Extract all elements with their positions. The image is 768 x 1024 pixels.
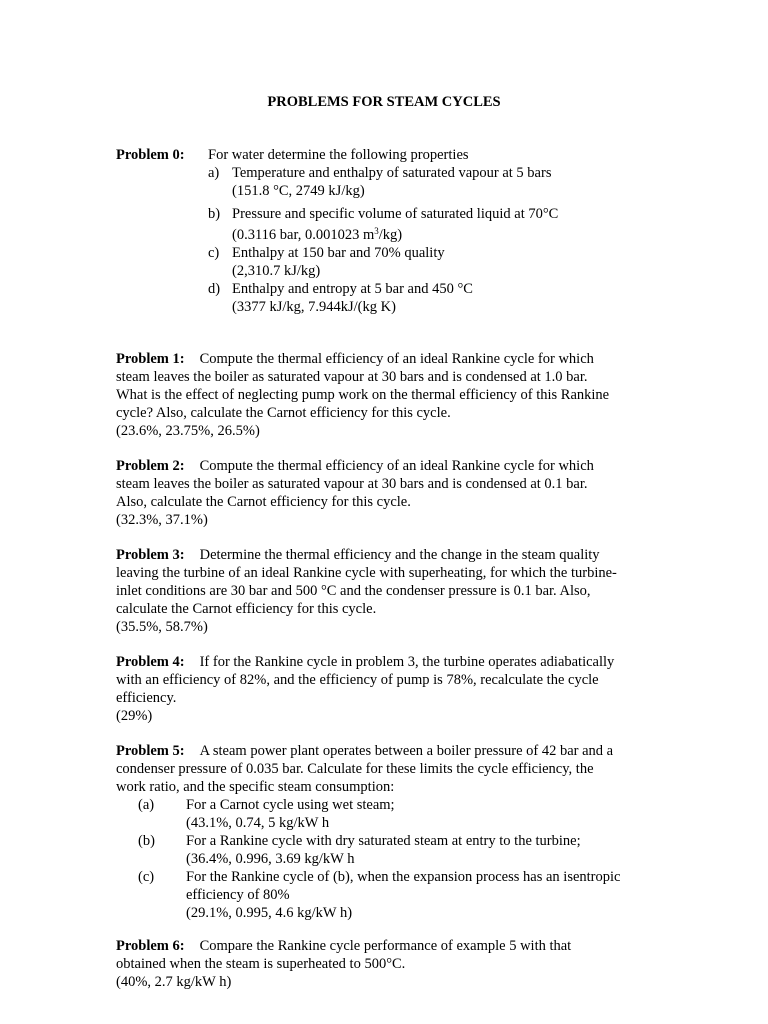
problem-6 (116, 937, 656, 991)
item-letter: (a) (138, 797, 155, 813)
item-answer: (36.4%, 0.996, 3.69 kg/kW h (186, 851, 355, 867)
item-letter: a) (208, 165, 220, 181)
problem-text: What is the effect of neglecting pump work on the thermal efficiency of this Rankine (116, 387, 610, 403)
item-letter: c) (208, 245, 220, 261)
problem-1 (116, 350, 656, 440)
problem-text: inlet conditions are 30 bar and 500 °C and the condenser pressure is 0.1 bar. Also, (116, 583, 591, 599)
item-text: Enthalpy at 150 bar and 70% quality (232, 245, 445, 261)
problem-3 (116, 546, 656, 636)
problem-text: steam leaves the boiler as saturated vapour at 30 bars and is condensed at 1.0 bar. (116, 369, 588, 385)
problem-text: For water determine the following properties (208, 147, 469, 163)
item-text: Enthalpy and entropy at 5 bar and 450 °C (232, 281, 473, 297)
problem-answer: (35.5%, 58.7%) (116, 619, 208, 635)
item-answer: (0.3116 bar, 0.001023 $m^3/kg$) (232, 226, 403, 243)
problem-answer: (23.6%, 23.75%, 26.5%) (116, 423, 260, 439)
problem-text: leaving the turbine of an ideal Rankine cycle with superheating, for which the turbine- (116, 565, 617, 581)
problem-text: obtained when the steam is superheated to 500°C. (116, 956, 406, 972)
item-letter: (b) (138, 833, 155, 849)
item-text: Temperature and enthalpy of saturated vapour at 5 bars (232, 165, 552, 181)
problem-answer: (40%, 2.7 kg/kW h) (116, 974, 232, 990)
problem-label: Problem 1: (116, 351, 185, 367)
problem-answer: (29%) (116, 708, 153, 724)
item-letter: d) (208, 281, 221, 297)
item-letter: b) (208, 206, 221, 222)
problem-label: Problem 6: (116, 938, 185, 954)
problem-text: efficiency. (116, 690, 177, 706)
problem-text: A steam power plant operates between a boiler pressure of 42 bar and a (199, 743, 614, 759)
problem-text: Compare the Rankine cycle performance of example 5 with that (199, 938, 572, 954)
problem-text: work ratio, and the specific steam consumption: (116, 779, 395, 795)
item-answer: (3377 kJ/kg, 7.944kJ/(kg K) (232, 299, 396, 315)
problem-label: Problem 0: (116, 147, 185, 163)
item-letter: (c) (138, 869, 155, 885)
problem-label: Problem 2: (116, 458, 185, 474)
problem-text: Also, calculate the Carnot efficiency for this cycle. (116, 494, 411, 510)
problem-text: steam leaves the boiler as saturated vapour at 30 bars and is condensed at 0.1 bar. (116, 476, 588, 492)
problem-4 (116, 653, 656, 725)
problem-label: Problem 5: (116, 743, 185, 759)
problem-text: If for the Rankine cycle in problem 3, the turbine operates adiabatically (199, 654, 615, 670)
problem-text: condenser pressure of 0.035 bar. Calculate for these limits the cycle efficiency, the (116, 761, 594, 777)
problem-text: Compute the thermal efficiency of an ideal Rankine cycle for which (199, 351, 594, 367)
problem-2 (116, 457, 656, 529)
problem-answer: (32.3%, 37.1%) (116, 512, 208, 528)
item-text: For a Carnot cycle using wet steam; (186, 797, 395, 813)
problem-text: cycle? Also, calculate the Carnot efficiency for this cycle. (116, 405, 451, 421)
item-answer: (2,310.7 kJ/kg) (232, 263, 321, 279)
page-title: PROBLEMS FOR STEAM CYCLES (267, 94, 501, 110)
item-answer: (29.1%, 0.995, 4.6 kg/kW h) (186, 905, 353, 921)
problem-label: Problem 4: (116, 654, 185, 670)
problem-text: with an efficiency of 82%, and the efficiency of pump is 78%, recalculate the cycle (116, 672, 599, 688)
item-answer: (43.1%, 0.74, 5 kg/kW h (186, 815, 330, 831)
item-text: Pressure and specific volume of saturated liquid at 70°C (232, 206, 559, 222)
item-answer: (151.8 °C, 2749 kJ/kg) (232, 183, 365, 199)
problem-label: Problem 3: (116, 547, 185, 563)
item-text: efficiency of 80% (186, 887, 290, 903)
problem-text: Determine the thermal efficiency and the change in the steam quality (199, 547, 600, 563)
item-text: For the Rankine cycle of (b), when the expansion process has an isentropic (186, 869, 621, 885)
problem-text: Compute the thermal efficiency of an ideal Rankine cycle for which (199, 458, 594, 474)
problem-text: calculate the Carnot efficiency for this cycle. (116, 601, 377, 617)
item-text: For a Rankine cycle with dry saturated steam at entry to the turbine; (186, 833, 581, 849)
